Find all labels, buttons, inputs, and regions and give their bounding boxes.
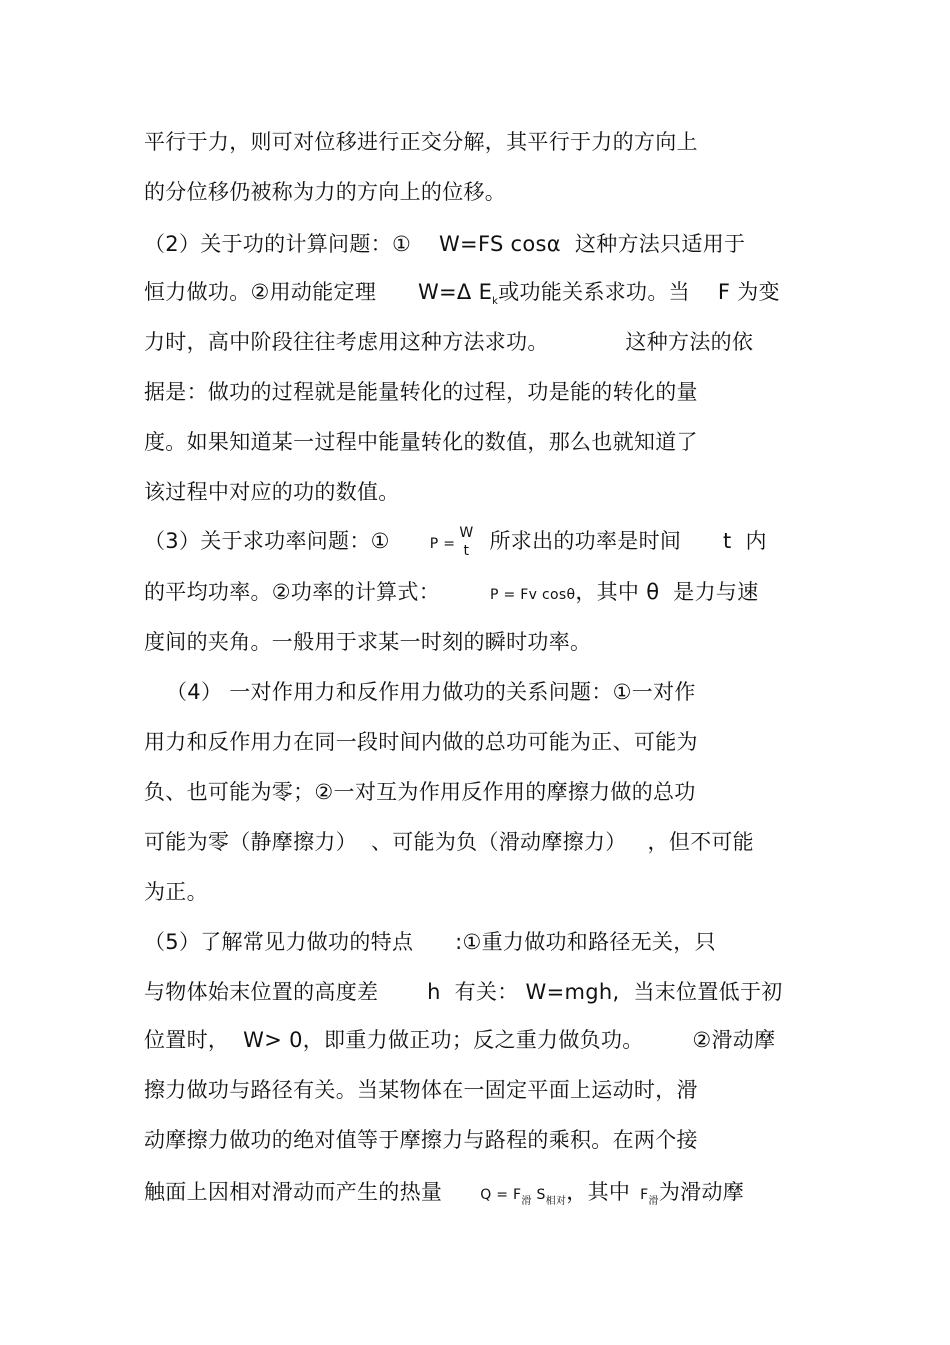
text-line: 为正。	[144, 880, 208, 904]
text-segment: 所求出的功率是时间 t 内	[489, 529, 767, 553]
text-line: 的分位移仍被称为力的方向上的位移。	[144, 180, 507, 204]
text-segment: ，其中	[566, 1180, 631, 1204]
text-line: （4） 一对作用力和反作用力做功的关系问题：①一对作	[166, 680, 696, 704]
formula-heat-s: S	[531, 1187, 546, 1203]
text-line: 据是：做功的过程就是能量转化的过程，功是能的转化的量	[144, 380, 698, 404]
text-line: 动摩擦力做功的绝对值等于摩擦力与路程的乘积。在两个接	[144, 1128, 698, 1152]
text-segment: 触面上因相对滑动而产生的热量	[144, 1180, 443, 1204]
fraction-denominator: t	[463, 543, 470, 559]
fraction-w-over-t	[459, 524, 473, 560]
text-line: 可能为零（静摩擦力） 、可能为负（滑动摩擦力） ，但不可能	[144, 830, 754, 854]
text-line: 平行于力，则可对位移进行正交分解，其平行于力的方向上	[144, 130, 698, 154]
text-line: 力时，高中阶段往往考虑用这种方法求功。 这种方法的依	[144, 330, 754, 354]
formula-heat: Q = F	[480, 1187, 522, 1203]
subscript-relative: 相对	[545, 1196, 567, 1208]
subscript-slide: 滑	[648, 1196, 659, 1208]
text-line	[144, 1177, 744, 1217]
text-line	[144, 277, 780, 317]
text-line: 度间的夹角。一般用于求某一时刻的瞬时功率。	[144, 630, 592, 654]
text-segment: （3）关于求功率问题：①	[144, 529, 390, 553]
formula-f: F	[640, 1187, 649, 1203]
text-segment: 恒力做功。②用动能定理 W=Δ E	[144, 280, 493, 304]
formula-power: P = Fv cosθ	[490, 587, 576, 603]
subscript-k: k	[492, 296, 499, 308]
text-line: （5）了解常见力做功的特点 :①重力做功和路径无关，只	[144, 930, 716, 954]
text-line: 用力和反作用力在同一段时间内做的总功可能为正、可能为	[144, 730, 698, 754]
text-line	[144, 577, 759, 610]
text-line: 该过程中对应的功的数值。	[144, 480, 400, 504]
subscript-slide: 滑	[521, 1196, 532, 1208]
text-line: 度。如果知道某一过程中能量转化的数值，那么也就知道了	[144, 430, 698, 454]
text-line: 位置时， W> 0，即重力做正功；反之重力做负功。 ②滑动摩	[144, 1028, 776, 1052]
text-segment: ，其中 θ 是力与速	[575, 580, 759, 604]
text-segment: 或功能关系求功。当 F 为变	[498, 280, 780, 304]
formula-p: P =	[429, 536, 456, 552]
text-line: 擦力做功与路径有关。当某物体在一固定平面上运动时，滑	[144, 1078, 698, 1102]
text-line: 负、也可能为零；②一对互为作用反作用的摩擦力做的总功	[144, 780, 696, 804]
text-segment: 为滑动摩	[658, 1180, 745, 1204]
fraction-numerator: W	[459, 525, 474, 541]
text-segment: 的平均功率。②功率的计算式：	[144, 580, 441, 604]
text-line: （2）关于功的计算问题：① W=FS cosα 这种方法只适用于	[144, 232, 746, 256]
text-line	[144, 524, 767, 560]
text-line: 与物体始末位置的高度差 h 有关： W=mgh, 当末位置低于初	[144, 980, 783, 1004]
